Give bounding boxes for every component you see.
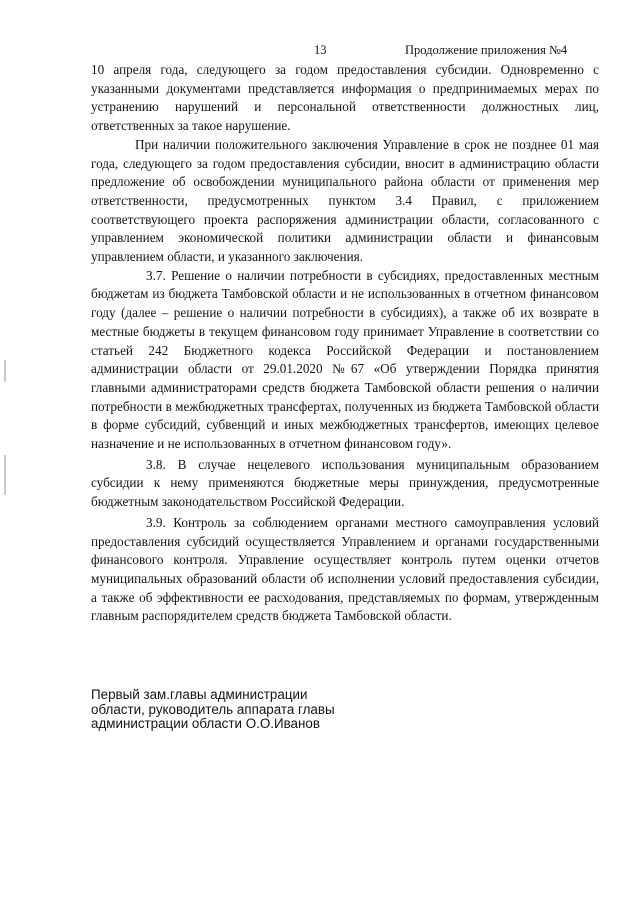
scan-margin-mark [4, 455, 6, 495]
paragraph-3-8: 3.8. В случае нецелевого использования муниципальным образованием субсидии к нему применяются бюджетные меры принуждения, предусмотренные бюджетным законодательством Российской Федерации. [91, 456, 599, 510]
document-body [91, 61, 599, 626]
paragraph-continuation: 10 апреля года, следующего за годом предоставления субсидии. Одновременно с указанными документами представляется информация о предпринимаемых мерах по устранению нарушений и персональной ответственности должностных лиц, ответственных за такое нарушение. [91, 62, 599, 134]
paragraph-3-9: 3.9. Контроль за соблюдением органами местного самоуправления условий предоставления субсидий осуществляется Управлением и органами государственными финансового контроля. Управление осуществляет контроль путем оценки отчетов муниципальных образований области об исполнении условий предоставления субсидии, а также об эффективности ее расходования, представляемых по формам, утвержденным главным распорядителем средств бюджета Тамбовской области. [91, 514, 599, 624]
paragraph-3-7: 3.7. Решение о наличии потребности в субсидиях, предоставленных местным бюджетам из бюджета Тамбовской области и не использованных в отчетном финансовом году (далее – решение о наличии потребности в субсидиях), а также об их возврате в местные бюджеты в текущем финансовом году принимает Управление в соответствии со статьей 242 Бюджетного кодекса Российской Федерации и постановлением администрации области от 29.01.2020 №67 «Об утверждении Порядка принятия главными администраторами средств бюджета Тамбовской области решения о наличии потребности в межбюджетных трансфертах, полученных из бюджета Тамбовской области в форме субсидий, субвенций и иных межбюджетных трансфертов, имеющих целевое назначение и не использованных в отчетном финансовом году». [91, 267, 599, 452]
signature-position-line-1: Первый зам.главы администрации [91, 687, 308, 702]
paragraph-positive-conclusion: При наличии положительного заключения Управление в срок не позднее 01 мая года, следующего за годом предоставления субсидии, вносит в администрацию области предложение об освобождении муниципального района области от применения мер ответственности, предусмотренных пунктом 3.4 Правил, с приложением соответствующего проекта распоряжения администрации области, согласованного с управлением экономической политики администрации области и финансовым управлением области, и указанного заключения. [91, 136, 599, 265]
appendix-continuation-title: Продолжение приложения №4 [405, 43, 568, 57]
signature-name-line: администрации области О.О.Иванов [91, 716, 320, 731]
signature-position-line-2: области, руководитель аппарата главы [91, 701, 335, 717]
scan-margin-mark [4, 360, 6, 382]
page-number: 13 [314, 43, 327, 57]
signature-block [91, 688, 351, 732]
